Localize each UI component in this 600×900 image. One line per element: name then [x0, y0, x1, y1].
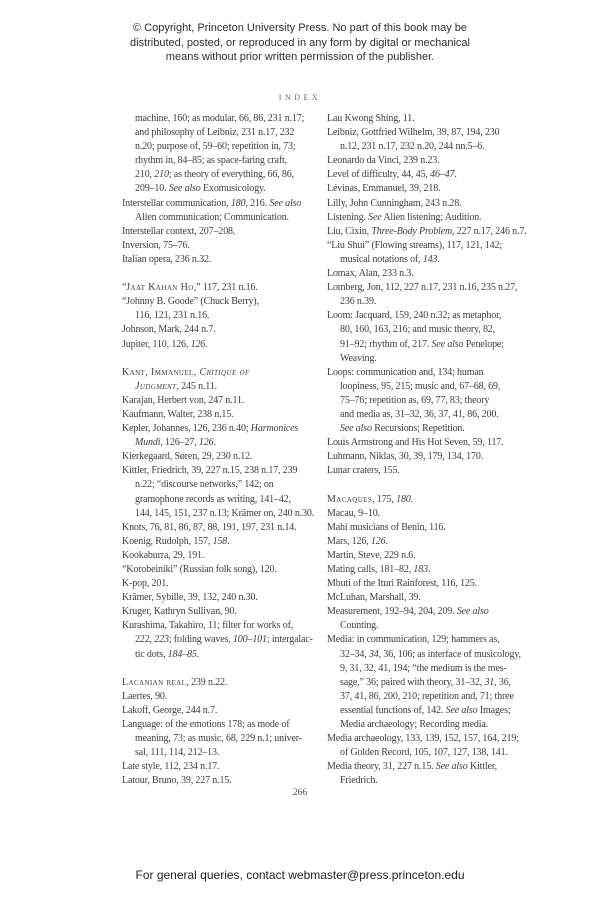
index-line [327, 352, 522, 366]
index-entry-text: . [196, 648, 200, 660]
running-head: INDEX [278, 93, 322, 102]
index-line [327, 549, 522, 563]
index-blank-line [327, 478, 522, 492]
index-line [327, 380, 522, 394]
index-line [122, 549, 317, 563]
index-entry-text: 180 [396, 493, 411, 505]
index-entry-text: Mating calls, 181–82, [327, 564, 414, 575]
index-line [327, 605, 522, 619]
index-entry-text: Lakoff, George, 244 n.7. [122, 704, 218, 716]
index-entry-text: Leibniz, Gottfried Wilhelm, 39, 87, 194, 230 [327, 127, 500, 139]
index-entry-text: 75–76; repetition as, 69, 77, 83; theory [340, 394, 490, 406]
index-line [122, 408, 317, 422]
index-line [122, 126, 317, 140]
index-line [327, 619, 522, 633]
index-entry-text: Friedrich. [340, 775, 378, 787]
index-entry-text: 236 n.39. [340, 296, 377, 308]
index-line [122, 140, 317, 154]
index-entry-text: . [427, 564, 431, 575]
index-entry-text: See also [269, 197, 302, 209]
index-entry-text: , 126–27, [160, 437, 199, 449]
index-line [122, 619, 317, 633]
index-line [122, 338, 317, 352]
index-entry-text: Luhmann, Niklas, 30, 39, 179, 134, 170. [327, 451, 484, 463]
index-entry-text: Kittler, [467, 761, 497, 773]
index-line [327, 746, 522, 760]
index-entry-text: , 175, [372, 493, 397, 505]
index-line [122, 211, 317, 225]
index-entry-text: 37, 41, 86, 200, 210; repetition and, 71; three [340, 690, 514, 702]
index-entry-text: Mbuti of the Ituri Rainforest, 116, 125. [327, 578, 477, 590]
index-entry-text: 210, [135, 169, 155, 181]
index-line [122, 648, 317, 662]
index-entry-text: . [410, 493, 414, 505]
index-entry-text: Latour, Bruno, 39, 227 n.15. [122, 775, 232, 787]
index-entry-text: Media theory, 31, 227 n.15. [327, 761, 436, 773]
index-line [122, 507, 317, 521]
index-entry-text: 180 [230, 197, 246, 209]
index-line [327, 366, 522, 380]
index-entry-text: Interstellar communication, [122, 197, 231, 209]
index-entry-text: Kurashima, Takahiro, 11; filter for works of, [122, 620, 294, 632]
index-entry-text: Harmonices [250, 423, 299, 435]
index-entry-text: 183 [413, 564, 428, 575]
index-entry-text: Images; [477, 704, 511, 716]
index-entry-text: musical notations of, [340, 253, 423, 265]
index-entry-text: , 245 n.11. [176, 380, 217, 392]
index-blank-line [122, 352, 317, 366]
index-entry-text: 126 [190, 338, 206, 350]
index-entry-text: Koenig, Rudolph, 157, [122, 535, 213, 547]
index-entry-text: 116, 121, 231 n.16. [135, 310, 210, 322]
index-entry-text: See also [168, 183, 201, 195]
index-right-column [327, 112, 527, 789]
index-line [122, 718, 317, 732]
index-entry-text: Jaat Kahan Ho [126, 282, 194, 294]
index-entry-text: Leonardo da Vinci, 239 n.23. [327, 155, 440, 167]
index-line [122, 521, 317, 535]
index-entry-text: Kruger, Kathryn Sullivan, 90. [122, 606, 237, 618]
index-line [122, 182, 317, 196]
index-line [122, 168, 317, 182]
index-entry-text: gramophone records as writing, 141–42, [135, 493, 291, 505]
index-line [122, 239, 317, 253]
index-entry-text: Macaques [327, 493, 373, 505]
index-entry-text: essential functions of, 142. [340, 704, 446, 716]
index-entry-text: Knots, 76, 81, 86, 87, 88, 191, 197, 231 n.14. [122, 521, 297, 533]
index-entry-text: Media archaeology, 133, 139, 152, 157, 164, 219; [327, 733, 519, 745]
index-line [122, 309, 317, 323]
index-entry-text: 126 [370, 535, 386, 547]
index-line [327, 239, 522, 253]
index-entry-text: , 239 n.22. [186, 676, 228, 688]
index-entry-text: Kant, Immanuel, [122, 366, 200, 378]
index-line [122, 281, 317, 295]
index-entry-text: McLuhan, Marshall, 39. [327, 592, 421, 604]
index-line [122, 394, 317, 408]
index-entry-text: K-pop, 201. [122, 578, 169, 590]
index-line [122, 704, 317, 718]
index-entry-text: Critique of [199, 366, 250, 378]
index-line [122, 676, 317, 690]
index-entry-text: meaning, 73; as music, 68, 229 n.1; univer- [135, 733, 302, 745]
index-line [122, 760, 317, 774]
index-line [327, 535, 522, 549]
index-blank-line [122, 662, 317, 676]
index-line [327, 140, 522, 154]
copyright-line-1: © Copyright, Princeton University Press. No part of this book may be [133, 22, 467, 34]
copyright-line-3: means without prior written permission of the publisher. [165, 51, 435, 63]
index-line [122, 380, 317, 394]
index-line [122, 732, 317, 746]
index-line [122, 535, 317, 549]
index-entry-text: ; as theory of everything, 66, 86, [168, 169, 294, 181]
index-entry-text: 91–92; rhythm of, 217. [340, 338, 432, 350]
index-line [327, 211, 522, 225]
index-line [327, 760, 522, 774]
index-entry-text: Laertes, 90. [122, 690, 168, 702]
index-entry-text: 143 [422, 253, 438, 265]
index-line [327, 309, 522, 323]
index-entry-text: ,” 117, 231 n.16. [193, 282, 258, 294]
index-entry-text: See also [435, 761, 468, 773]
index-line [327, 281, 522, 295]
index-line [327, 633, 522, 647]
index-entry-text: Lacanian real [122, 676, 187, 688]
index-entry-text: Listening. [327, 211, 369, 223]
index-entry-text: Late style, 112, 234 n.17. [122, 761, 220, 773]
index-entry-text: “ [122, 282, 127, 294]
index-entry-text: ; folding waves, [168, 634, 233, 646]
index-entry-text: n.12, 231 n.17, 232 n.20, 244 nn.5–6. [340, 141, 485, 153]
index-entry-text: Lévinas, Emmanuel, 39, 218. [327, 183, 441, 195]
index-entry-text: 158 [212, 535, 228, 547]
index-entry-text: See also [431, 338, 464, 350]
index-entry-text: sage,” 36; paired with theory, 31–32, [340, 676, 485, 688]
index-entry-text: . [385, 535, 388, 547]
index-entry-text: and philosophy of Leibniz, 231 n.17, 232 [135, 127, 295, 139]
index-entry-text: 100–101 [232, 634, 267, 646]
index-entry-text: n.22; “discourse networks,” 142; on [135, 479, 274, 491]
index-entry-text: 32–34, [340, 648, 369, 660]
index-line [327, 182, 522, 196]
index-entry-text: 184–85 [167, 648, 197, 660]
index-entry-text: 46–47 [430, 169, 455, 181]
index-entry-text: Martin, Steve, 229 n.6. [327, 549, 416, 561]
index-entry-text: Alien listening; Audition. [381, 211, 482, 223]
index-line [122, 690, 317, 704]
index-entry-text: Kittler, Friedrich, 39, 227 n.15, 238 n.17, 239 [122, 465, 298, 477]
index-entry-text: machine, 160; as modular, 66, 86, 231 n.17; [135, 113, 305, 124]
index-entry-text: Alien communication; Communication. [135, 211, 289, 223]
index-line [122, 295, 317, 309]
index-entry-text: , 36, [494, 676, 511, 688]
index-line [122, 253, 317, 267]
index-line [327, 774, 522, 788]
index-entry-text: Recursions; Repetition. [371, 423, 465, 435]
index-line [327, 591, 522, 605]
index-entry-text: . [213, 437, 216, 449]
index-entry-text: 126 [198, 437, 214, 449]
index-line [122, 633, 317, 647]
index-columns [122, 112, 527, 789]
index-entry-text: Media archaeology; Recording media. [340, 719, 489, 731]
index-entry-text: Mars, 126, [327, 535, 371, 547]
index-entry-text: See also [445, 704, 478, 716]
index-line [327, 732, 522, 746]
index-line [327, 323, 522, 337]
index-entry-text: Judgment [135, 380, 177, 392]
index-line [122, 436, 317, 450]
index-line [327, 253, 522, 267]
index-entry-text: Lunar craters, 155. [327, 465, 400, 477]
index-entry-text: 31 [484, 676, 495, 688]
index-entry-text: Lomberg, Jon, 112, 227 n.17, 231 n.16, 235 n.27, [327, 282, 518, 294]
index-line [327, 338, 522, 352]
index-entry-text: n.20; purpose of, 59–60; repetition in, 73; [135, 141, 296, 153]
index-entry-text: “Korobeiniki” (Russian folk song), 120. [122, 564, 277, 575]
index-line [327, 408, 522, 422]
index-entry-text: 80, 160, 163, 216; and music theory, 82, [340, 324, 496, 336]
index-line [327, 718, 522, 732]
index-entry-text: rhythm in, 84–85; as space-faring craft, [135, 155, 288, 167]
index-line [122, 112, 317, 126]
index-entry-text: See also [340, 423, 372, 435]
index-entry-text: loopiness, 95, 215; music and, 67–68, 69, [340, 380, 501, 392]
index-line [122, 478, 317, 492]
index-entry-text: Lomax, Alan, 233 n.3. [327, 268, 414, 280]
index-entry-text: Kepler, Johannes, 126, 236 n.40; [122, 423, 251, 435]
index-entry-text: 222, [135, 634, 155, 646]
index-line [122, 563, 317, 577]
index-line [327, 507, 522, 521]
index-line [122, 323, 317, 337]
index-line [327, 704, 522, 718]
index-line [122, 591, 317, 605]
index-line [327, 112, 522, 126]
index-entry-text: . [205, 338, 208, 350]
index-line [327, 521, 522, 535]
index-line [327, 662, 522, 676]
index-line [327, 154, 522, 168]
index-entry-text: Level of difficulty, 44, 45, [327, 169, 431, 181]
index-line [122, 493, 317, 507]
index-entry-text: Jupiter, 110, 126, [122, 338, 191, 350]
index-entry-text: Johnson, Mark, 244 n.7. [122, 324, 216, 336]
page-number: 266 [292, 788, 308, 798]
index-entry-text: 34 [368, 648, 379, 660]
copyright-notice [0, 21, 600, 65]
index-entry-text: Kierkegaard, Søren, 29, 230 n.12. [122, 451, 253, 463]
index-line [327, 690, 522, 704]
index-line [122, 605, 317, 619]
index-line [327, 295, 522, 309]
index-entry-text: Louis Armstrong and His Hot Seven, 59, 117. [327, 437, 504, 449]
index-entry-text: Macau, 9–10. [327, 507, 380, 519]
index-entry-text: tic dots, [135, 648, 168, 660]
index-entry-text: Lau Kwong Shing, 11. [327, 113, 415, 124]
index-entry-text: Liu, Cixin, [327, 225, 372, 237]
index-entry-text: ; intergalac- [266, 634, 313, 646]
index-line [327, 126, 522, 140]
index-line [327, 563, 522, 577]
footer-query-text: For general queries, contact webmaster@press.princeton.edu [135, 868, 465, 882]
index-blank-line [122, 267, 317, 281]
index-entry-text: . [454, 169, 457, 181]
index-entry-text: Counting. [340, 620, 379, 632]
index-line [122, 746, 317, 760]
index-line [327, 267, 522, 281]
index-entry-text: Media: in communication, 129; hammers as, [327, 634, 500, 646]
index-entry-text: Three-Body Problem [371, 225, 453, 237]
index-line [327, 197, 522, 211]
index-entry-text: sal, 111, 114, 212–13. [135, 747, 220, 759]
index-entry-text: Italian opera, 236 n.32. [122, 253, 212, 265]
index-entry-text: 223 [154, 634, 169, 646]
index-line [122, 464, 317, 478]
index-entry-text: Karajan, Herbert von, 247 n.11. [122, 394, 245, 406]
index-line [122, 774, 317, 788]
index-entry-text: See also [456, 606, 489, 618]
index-entry-text: , 227 n.17, 246 n.7. [452, 225, 527, 237]
index-entry-text: and media as, 31–32, 36, 37, 41, 86, 200. [340, 408, 499, 420]
index-entry-text: Exomusicology. [200, 183, 266, 195]
index-entry-text: See [368, 211, 382, 223]
index-entry-text: Weaving. [340, 352, 377, 364]
index-line [327, 648, 522, 662]
index-entry-text: Kaufmann, Walter, 238 n.15. [122, 408, 234, 420]
index-line [122, 450, 317, 464]
index-entry-text: of Golden Record, 105, 107, 127, 138, 141. [340, 747, 508, 759]
index-entry-text: Kookaburra, 29, 191. [122, 549, 205, 561]
index-entry-text: . [227, 535, 230, 547]
index-line [327, 493, 522, 507]
index-entry-text: “Johnny B. Goode” (Chuck Berry), [122, 296, 259, 308]
index-entry-text: Interstellar context, 207–208. [122, 225, 236, 237]
index-entry-text: Lilly, John Cunningham, 243 n.28. [327, 197, 462, 209]
copyright-line-2: distributed, posted, or reproduced in any form by digital or mechanical [130, 36, 470, 49]
index-line [327, 168, 522, 182]
index-line [327, 464, 522, 478]
index-entry-text: , 216. [245, 197, 270, 209]
index-line [122, 366, 317, 380]
index-entry-text: Loops: communication and, 134; human [327, 366, 484, 378]
index-entry-text: Inversion, 75–76. [122, 239, 190, 251]
index-line [327, 436, 522, 450]
index-entry-text: Krämer, Sybille, 39, 132, 240 n.30. [122, 592, 258, 604]
index-line [122, 197, 317, 211]
index-entry-text: 210 [154, 169, 169, 181]
index-line [122, 154, 317, 168]
index-entry-text: Mahi musicians of Benin, 116. [327, 521, 446, 533]
index-entry-text: “Liu Shui” (Flowing streams), 117, 121, 142; [327, 239, 502, 251]
index-line [327, 577, 522, 591]
index-line [327, 394, 522, 408]
index-entry-text: . [437, 253, 440, 265]
index-line [122, 577, 317, 591]
index-entry-text: Penelope; [463, 338, 504, 350]
index-entry-text: Loom: Jacquard, 159, 240 n.32; as metaphor, [327, 310, 502, 322]
index-line [122, 225, 317, 239]
index-line [327, 676, 522, 690]
index-line [327, 450, 522, 464]
index-entry-text: 144, 145, 151, 237 n.13; Krämer on, 240 n.30. [135, 507, 315, 519]
index-entry-text: Measurement, 192–94, 204, 209. [327, 606, 457, 618]
index-entry-text: Mundi [135, 437, 161, 449]
index-entry-text: 209–10. [135, 183, 169, 195]
index-line [327, 422, 522, 436]
index-entry-text: Language: of the emotions 178; as mode of [122, 719, 290, 731]
index-left-column [122, 112, 317, 789]
index-entry-text: , 36, 106; as interface of musicology, [378, 648, 521, 660]
index-entry-text: 9, 31, 32, 41, 194; “the medium is the mes- [340, 662, 507, 674]
index-line [122, 422, 317, 436]
index-line [327, 225, 527, 239]
